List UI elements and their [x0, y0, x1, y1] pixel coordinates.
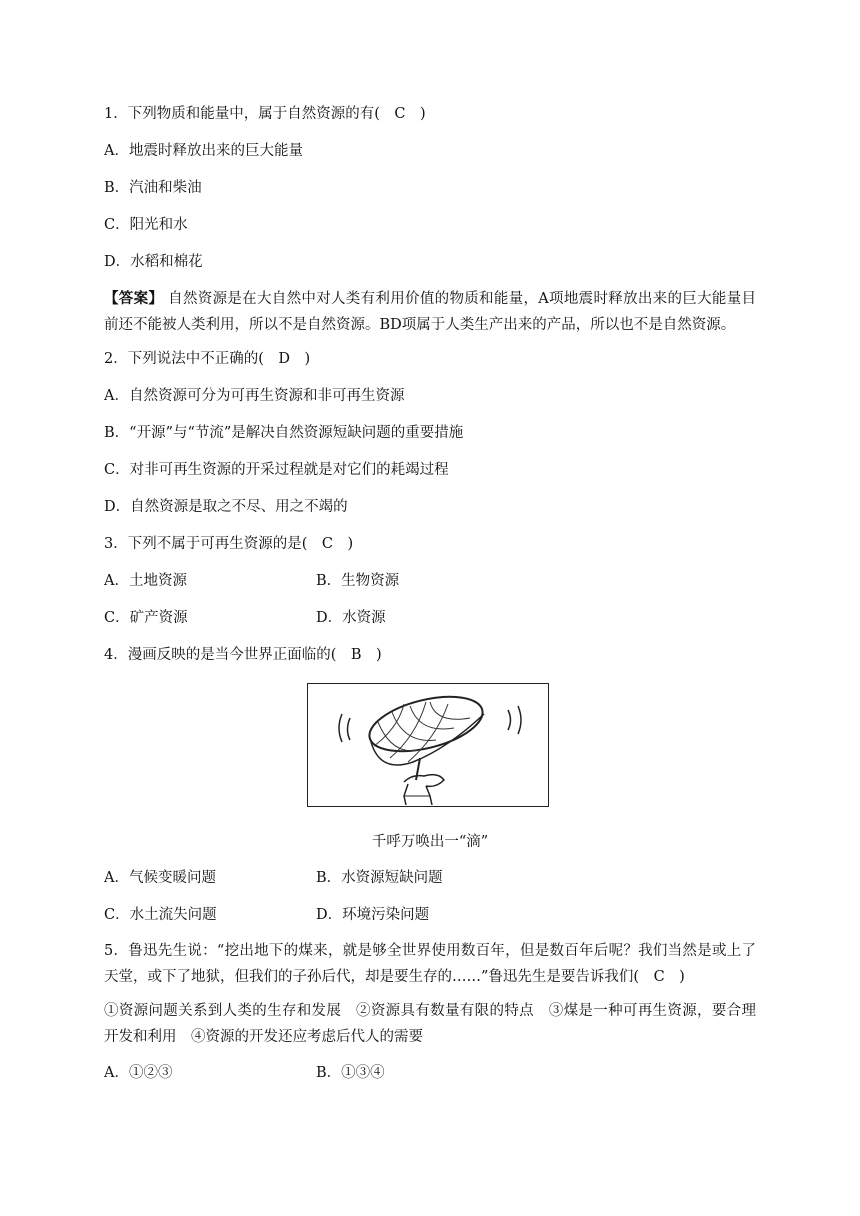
question-3-stem: 3．下列不属于可再生资源的是( C )	[104, 536, 354, 552]
question-2-option-c: C．对非可再生资源的开采过程就是对它们的耗竭过程	[104, 462, 449, 478]
question-4-stem: 4．漫画反映的是当今世界正面临的( B )	[104, 647, 382, 663]
cartoon-illustration	[308, 684, 547, 805]
answer-label: 【答案】	[104, 290, 164, 307]
question-1-stem: 1．下列物质和能量中，属于自然资源的有( C )	[104, 106, 426, 122]
question-4-option-d: D．环境污染问题	[316, 907, 430, 923]
question-4-option-b: B．水资源短缺问题	[316, 870, 443, 886]
question-5-statements: ①资源问题关系到人类的生存和发展 ②资源具有数量有限的特点 ③煤是一种可再生资源，要合理开发和利用 ④资源的开发还应考虑后代人的需要	[104, 1003, 756, 1045]
question-2-option-b: B．“开源”与“节流”是解决自然资源短缺问题的重要措施	[104, 425, 464, 441]
question-1-answer	[104, 286, 756, 338]
question-2-option-d: D．自然资源是取之不尽、用之不竭的	[104, 499, 348, 515]
question-1-option-a: A．地震时释放出来的巨大能量	[104, 143, 303, 159]
question-1-option-c: C．阳光和水	[104, 217, 188, 233]
question-3-option-b: B．生物资源	[316, 573, 400, 589]
question-5-stem: 5．鲁迅先生说：“挖出地下的煤来，就是够全世界使用数百年，但是数百年后呢？我们当然是或上了天堂，或下了地狱，但我们的子孙后代，却是要生存的……”鲁迅先生是要告诉我们( C )	[104, 943, 756, 985]
question-3-option-c: C．矿产资源	[104, 610, 188, 626]
question-4-option-a: A．气候变暖问题	[104, 870, 216, 886]
question-3-option-d: D．水资源	[316, 610, 386, 626]
question-4-option-c: C．水土流失问题	[104, 907, 217, 923]
figure-caption: 千呼万唤出一“滴”	[371, 834, 489, 850]
question-1-option-b: B．汽油和柴油	[104, 180, 202, 196]
question-2-option-a: A．自然资源可分为可再生资源和非可再生资源	[104, 388, 405, 404]
question-2-stem: 2．下列说法中不正确的( D )	[104, 351, 311, 367]
question-3-option-a: A．土地资源	[104, 573, 187, 589]
cartoon-figure	[307, 683, 549, 807]
answer-explanation: 自然资源是在大自然中对人类有利用价值的物质和能量，A项地震时释放出来的巨大能量目前还不能被人类利用，所以不是自然资源。BD项属于人类生产出来的产品，所以也不是自然资源。	[104, 291, 757, 333]
question-5-option-a: A．①②③	[104, 1065, 173, 1081]
question-1-option-d: D．水稻和棉花	[104, 254, 203, 270]
question-5-option-b: B．①③④	[316, 1065, 385, 1081]
